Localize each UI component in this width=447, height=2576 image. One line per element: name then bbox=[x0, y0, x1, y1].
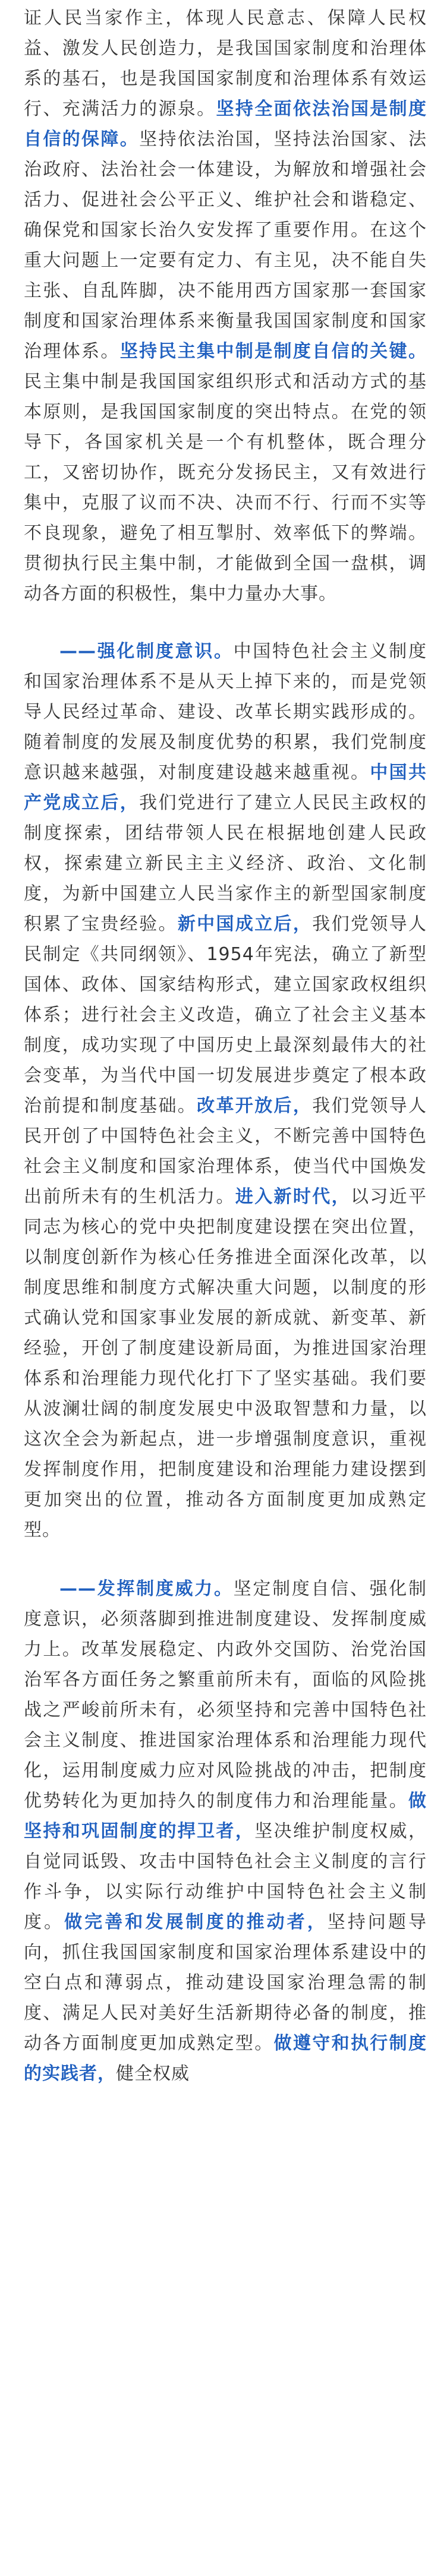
body-text: 民主集中制是我国国家组织形式和活动方式的基本原则，是我国国家制度的突出特点。在党的领导下，各国家机关是一个有机整体，既合理分工，又密切协作，既充分发扬民主，又有效进行集中，克服了议而不决、决而不行、行而不实等不良现象，避免了相互掣肘、效率低下的弊端。贯彻执行民主集中制，才能做到全国一盘棋，调动各方面的积极性，集中力量办大事。 bbox=[24, 371, 427, 604]
highlighted-phrase: 做坚持和巩固制度的捍卫者， bbox=[24, 1791, 427, 1842]
highlighted-phrase: 坚持民主集中制是制度自信的关键。 bbox=[119, 341, 427, 362]
body-text: 健全权威 bbox=[116, 2063, 190, 2084]
body-text: 证人民当家作主，体现人民意志、保障人民权益、激发人民创造力，是我国国家制度和治理体系的基石，也是我国国家制度和治理体系有效运行、充满活力的源泉。 bbox=[24, 8, 427, 119]
highlighted-phrase: 新中国成立后， bbox=[177, 914, 313, 935]
highlighted-phrase: 做完善和发展制度的推动者， bbox=[64, 1912, 328, 1933]
paragraph-exert-power bbox=[24, 1574, 427, 2089]
body-text: 中国特色社会主义制度和国家治理体系不是从天上掉下来的，而是党领导人民经过革命、建设、改革长期实践形成的。随着制度的发展及制度优势的积累，我们党制度意识越来越强，对制度建设越来越重视。 bbox=[24, 641, 427, 783]
body-text: 坚持问题导向，抓住我国国家制度和国家治理体系建设中的空白点和薄弱点，推动建设国家治理急需的制度、满足人民对美好生活新期待必备的制度，推动各方面制度更加成熟定型。 bbox=[24, 1912, 427, 2054]
body-text: 坚定制度自信、强化制度意识，必须落脚到推进制度建设、发挥制度威力上。改革发展稳定、内政外交国防、治党治国治军各方面任务之繁重前所未有，面临的风险挑战之严峻前所未有，必须坚持和完善中国特色社会主义制度、推进国家治理体系和治理能力现代化，运用制度威力应对风险挑战的冲击，把制度优势转化为更加持久的制度伟力和治理能量。 bbox=[24, 1579, 427, 1811]
highlighted-phrase: 改革开放后， bbox=[197, 1096, 313, 1116]
highlighted-phrase: ——发挥制度威力。 bbox=[59, 1579, 234, 1599]
body-text: 坚持依法治国，坚持法治国家、法治政府、法治社会一体建设，为解放和增强社会活力、促进社会公平正义、维护社会和谐稳定、确保党和国家长治久安发挥了重要作用。在这个重大问题上一定要有定力、有主见，决不能自失主张、自乱阵脚，决不能用西方国家那一套国家制度和国家治理体系来衡量我国国家制度和国家治理体系。 bbox=[24, 129, 427, 362]
highlighted-phrase: 做遵守和执行制度的实践者， bbox=[24, 2033, 427, 2084]
paragraph-strengthen-awareness bbox=[24, 636, 427, 1545]
body-text: 我们党进行了建立人民民主政权的制度探索，团结带领人民在根据地创建人民政权，探索建立新民主主义经济、政治、文化制度，为新中国建立人民当家作主的新型国家制度积累了宝贵经验。 bbox=[24, 793, 427, 935]
highlighted-phrase: 坚持全面依法治国是制度自信的保障。 bbox=[24, 99, 427, 150]
highlighted-phrase: ——强化制度意识。 bbox=[59, 641, 234, 662]
body-text: 以习近平同志为核心的党中央把制度建设摆在突出位置，以制度创新作为核心任务推进全面深化改革，以制度思维和制度方式解决重大问题，以制度的形式确认党和国家事业发展的新成就、新变革、新经验，开创了制度建设新局面，为推进国家治理体系和治理能力现代化打下了坚实基础。我们要从波澜壮阔的制度发展史中汲取智慧和力量，以这次全会为新起点，进一步增强制度意识，重视发挥制度作用，把制度建设和治理能力建设摆到更加突出的位置，推动各方面制度更加成熟定型。 bbox=[24, 1186, 427, 1540]
body-text: 坚决维护制度权威，自觉同诋毁、攻击中国特色社会主义制度的言行作斗争，以实际行动维护中国特色社会主义制度。 bbox=[24, 1821, 427, 1933]
body-text: 我们党领导人民制定《共同纲领》、1954年宪法，确立了新型国体、政体、国家结构形式，建立国家政权组织体系；进行社会主义改造，确立了社会主义基本制度，成功实现了中国历史上最深刻最伟大的社会变革，为当代中国一切发展进步奠定了根本政治前提和制度基础。 bbox=[24, 914, 427, 1116]
paragraph-system-confidence bbox=[24, 0, 427, 609]
body-text: 我们党领导人民开创了中国特色社会主义，不断完善中国特色社会主义制度和国家治理体系，使当代中国焕发出前所未有的生机活力。 bbox=[24, 1096, 427, 1207]
highlighted-phrase: 中国共产党成立后， bbox=[24, 762, 427, 813]
highlighted-phrase: 进入新时代， bbox=[235, 1186, 351, 1207]
